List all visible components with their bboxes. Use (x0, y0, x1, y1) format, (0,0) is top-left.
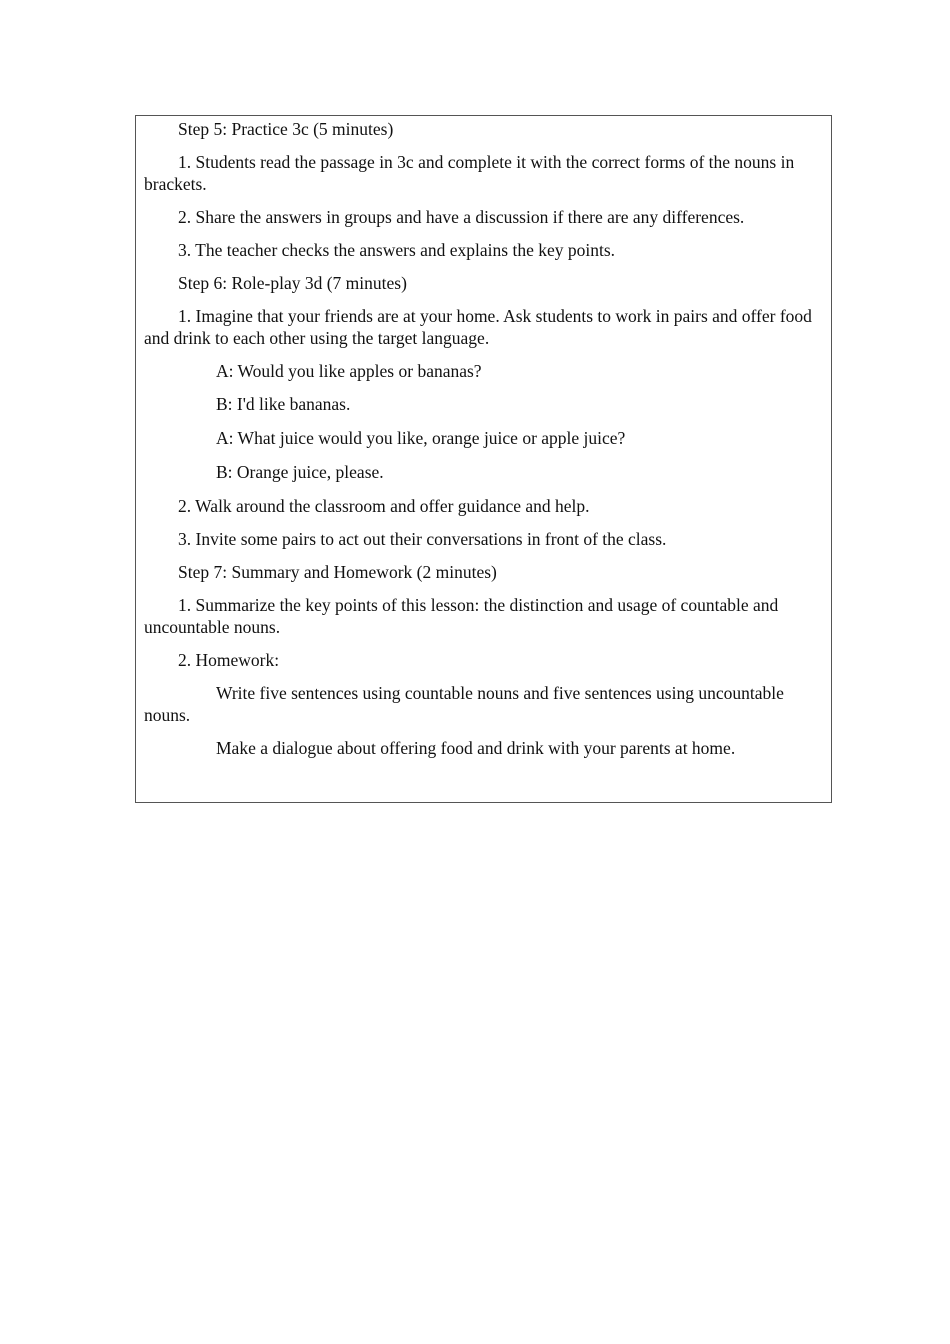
dialogue-line-4: B: Orange juice, please. (216, 462, 384, 482)
step5-item-2: 2. Share the answers in groups and have a discussion if there are any differences. (178, 207, 745, 227)
step7-heading: Step 7: Summary and Homework (2 minutes) (178, 562, 497, 582)
step6-item-3: 3. Invite some pairs to act out their conversations in front of the class. (178, 529, 667, 549)
homework-item-2: Make a dialogue about offering food and drink with your parents at home. (216, 738, 736, 758)
dialogue-line-3: A: What juice would you like, orange juice or apple juice? (216, 428, 626, 448)
lesson-plan-box (135, 115, 832, 803)
step7-item-1: 1. Summarize the key points of this lesson: the distinction and usage of countable and uncountable nouns. (144, 595, 779, 637)
step6-item-2: 2. Walk around the classroom and offer guidance and help. (178, 496, 590, 516)
dialogue-line-2: B: I'd like bananas. (216, 394, 351, 414)
dialogue-line-1: A: Would you like apples or bananas? (216, 361, 482, 381)
step6-heading: Step 6: Role-play 3d (7 minutes) (178, 273, 407, 293)
step5-heading: Step 5: Practice 3c (5 minutes) (178, 119, 394, 139)
homework-item-1: Write five sentences using countable nouns and five sentences using uncountable nouns. (144, 683, 784, 725)
step5-item-3: 3. The teacher checks the answers and explains the key points. (178, 240, 616, 260)
step7-item-2: 2. Homework: (178, 650, 280, 670)
step6-item-1: 1. Imagine that your friends are at your home. Ask students to work in pairs and offer food and drink to each other using the target language. (144, 306, 812, 348)
step5-item-1: 1. Students read the passage in 3c and complete it with the correct forms of the nouns in brackets. (144, 152, 795, 194)
